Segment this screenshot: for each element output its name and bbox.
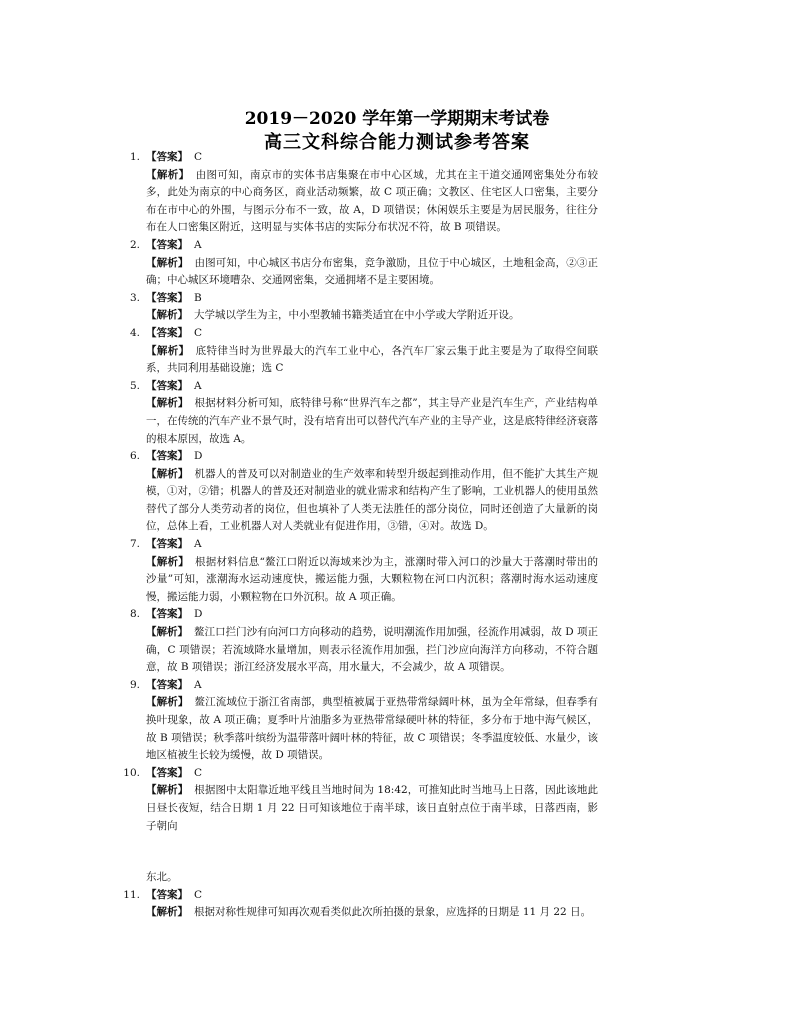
- analysis-label: 【解析】: [146, 256, 189, 269]
- answer-value: A: [194, 678, 202, 691]
- answer-value: A: [194, 379, 202, 392]
- analysis-text: 根据材料分析可知，底特律号称“世界汽车之都”，其主导产业是汽车生产，产业结构单一，在传统的汽车产业不景气时，没有培育出可以替代汽车产业的主导产业，这是底特律经济衰落的根本原因，故选 A。: [146, 397, 599, 445]
- answer-label: 【答案】: [146, 291, 188, 304]
- analysis-text: 由图可知，南京市的实体书店集聚在市中心区域，尤其在主干道交通网密集处分布较多，此处为南京的中心商务区，商业活动频繁，故 C 项正确；文教区、住宅区人口密集，主要分布在市中心的外围，与图示分布不一致，故 A，D 项错误；休闲娱乐主要是为居民服务，往往分布在人口密集区附近，这明显与实体书店的实际分布状况不符，故 B 项错误。: [146, 168, 599, 234]
- answer-label: 【答案】: [146, 379, 188, 392]
- analysis-text: 底特律当时为世界最大的汽车工业中心，各汽车厂家云集于此主要是为了取得空间联系，共同利用基础设施；选 C: [146, 344, 599, 375]
- analysis-text: 根据图中太阳靠近地平线且当地时间为 18:42，可推知此时当地马上日落，因此该地此日昼长夜短，结合日期 1 月 22 日可知该地位于南半球，该日直射点位于南半球，日落西南，影子朝向: [146, 784, 598, 832]
- answer-value: C: [194, 766, 203, 779]
- answer-value: C: [194, 151, 203, 163]
- answer-value: C: [194, 888, 203, 901]
- analysis-text: 根据对称性规律可知再次观看类似此次所拍摄的景象，应选择的日期是 11 月 22 日。: [194, 906, 592, 919]
- answer-list: [118, 149, 598, 922]
- answer-item-11: 11. 【答案】 C 【解析】 根据对称性规律可知再次观看类似此次所拍摄的景象，应选择的日期是 11 月 22 日。: [123, 888, 592, 919]
- analysis-text: 鳌江流域位于浙江省南部，典型植被属于亚热带常绿阔叶林，虽为全年常绿，但春季有换叶现象，故 A 项正确；夏季叶片油脂多为亚热带常绿硬叶林的特征，多分布于地中海气候区，故 B 项错误；秋季落叶缤纷为温带落叶阔叶林的特征，故 C 项错误；冬季温度较低、水量少，该地区植被生长较为缓慢，故 D 项错误。: [146, 696, 599, 762]
- analysis-text: 鳌江口拦门沙有向河口方向移动的趋势，说明潮流作用加强，径流作用减弱，故 D 项正确，C 项错误；若流域降水量增加，则表示径流作用加强，拦门沙应向海洋方向移动，不符合题意，故 B 项错误；浙江经济发展水平高，用水量大，不会减少，故 A 项错误。: [146, 626, 599, 674]
- answer-item-4: 4. 【答案】 C 【解析】 底特律当时为世界最大的汽车工业中心，各汽车厂家云集于此主要是为了取得空间联系，共同利用基础设施；选 C: [129, 326, 599, 375]
- answer-label: 【答案】: [146, 450, 188, 463]
- answer-value: C: [194, 326, 203, 339]
- analysis-label: 【解析】: [146, 467, 189, 480]
- analysis-text: 由图可知，中心城区书店分布密集，竞争激励，且位于中心城区，土地租金高，②③正确；中心城区环境嘈杂、交通网密集，交通拥堵不是主要困境。: [146, 256, 599, 287]
- analysis-text: 大学城以学生为主，中小型教辅书籍类适宜在中小学或大学附近开设。: [194, 309, 520, 322]
- answer-label: 【答案】: [146, 888, 188, 901]
- answer-item-8: 8. 【答案】 D 【解析】 鳌江口拦门沙有向河口方向移动的趋势，说明潮流作用加强，径流作用减弱，故 D 项正确，C 项错误；若流域降水量增加，则表示径流作用加强，拦门沙应向海洋方向移动，不符合题意，故 B 项错误；浙江经济发展水平高，用水量大，不会减少，故 A 项错误。: [129, 608, 599, 674]
- answer-item-9: 9. 【答案】 A 【解析】 鳌江流域位于浙江省南部，典型植被属于亚热带常绿阔叶林，虽为全年常绿，但春季有换叶现象，故 A 项正确；夏季叶片油脂多为亚热带常绿硬叶林的特征，多分布于地中海气候区，故 B 项错误；秋季落叶缤纷为温带落叶阔叶林的特征，故 C 项错误；冬季温度较低、水量少，该地区植被生长较为缓慢，故 D 项错误。: [129, 678, 599, 762]
- answer-item-2: 2. 【答案】 A 【解析】 由图可知，中心城区书店分布密集，竞争激励，且位于中心城区，土地租金高，②③正确；中心城区环境嘈杂、交通网密集，交通拥堵不是主要困境。: [129, 238, 599, 287]
- answer-item-10: 10. 【答案】 C 【解析】 根据图中太阳靠近地平线且当地时间为 18:42，可推知此时当地马上日落，因此该地此日昼长夜短，结合日期 1 月 22 日可知该地位于南半球，该日直射点位于南半球，日落西南，影子朝向 东北。: [118, 765, 598, 887]
- analysis-label: 【解析】: [146, 906, 188, 919]
- answer-item-6: 6. 【答案】 D 【解析】 机器人的普及可以对制造业的生产效率和转型升级起到推动作用，但不能扩大其生产规模，①对，②错；机器人的普及还对制造业的就业需求和结构产生了影响，工业机器人的使用虽然替代了部分人类劳动者的岗位，但也填补了人类无法胜任的部分岗位，同时还创造了大量新的岗位，总体上看，工业机器人对人类就业有促进作用，③错，④对。故选 D。: [129, 450, 599, 533]
- document-subtitle: 高三文科综合能力测试参考答案: [264, 132, 530, 153]
- analysis-label: 【解析】: [146, 626, 189, 639]
- answer-item-3: 3. 【答案】 B 【解析】 大学城以学生为主，中小型教辅书籍类适宜在中小学或大学附近开设。: [129, 291, 520, 322]
- answer-label: 【答案】: [146, 678, 188, 691]
- analysis-label: 【解析】: [146, 784, 189, 797]
- answer-label: 【答案】: [146, 766, 188, 779]
- analysis-label: 【解析】: [146, 397, 189, 410]
- answer-value: B: [194, 291, 202, 304]
- analysis-label: 【解析】: [146, 344, 190, 357]
- answer-label: 【答案】: [146, 608, 188, 621]
- document-title: 2019－2020 学年第一学期期末考试卷: [244, 109, 550, 129]
- answer-label: 【答案】: [146, 151, 188, 163]
- answer-item-7: 7. 【答案】 A 【解析】 根据材料信息“鳌江口附近以海域来沙为主，涨潮时带入河口的沙量大于落潮时带出的沙量”可知，涨潮海水运动速度快，搬运能力强，大颗粒物在河口内沉积；落潮时海水运动速度慢，搬运能力弱，小颗粒物在口外沉积。故 A 项正确。: [129, 538, 599, 603]
- answer-value: D: [194, 608, 203, 621]
- analysis-label: 【解析】: [146, 696, 189, 709]
- answer-item-5: 5. 【答案】 A 【解析】 根据材料分析可知，底特律号称“世界汽车之都”，其主导产业是汽车生产，产业结构单一，在传统的汽车产业不景气时，没有培育出可以替代汽车产业的主导产业，这是底特律经济衰落的根本原因，故选 A。: [129, 379, 599, 445]
- analysis-text: 机器人的普及可以对制造业的生产效率和转型升级起到推动作用，但不能扩大其生产规模，①对，②错；机器人的普及还对制造业的就业需求和结构产生了影响，工业机器人的使用虽然替代了部分人类劳动者的岗位，但也填补了人类无法胜任的部分岗位，同时还创造了大量新的岗位，总体上看，工业机器人对人类就业有促进作用，③错，④对。故选 D。: [146, 467, 599, 533]
- analysis-text-continued: 东北。: [146, 871, 178, 884]
- answer-value: D: [194, 450, 203, 463]
- analysis-text: 根据材料信息“鳌江口附近以海域来沙为主，涨潮时带入河口的沙量大于落潮时带出的沙量”可知，涨潮海水运动速度快，搬运能力强，大颗粒物在河口内沉积；落潮时海水运动速度慢，搬运能力弱，小颗粒物在口外沉积。故 A 项正确。: [146, 555, 599, 603]
- page-gap: [118, 835, 598, 869]
- answer-item-1: 1. 【答案】 C 【解析】 由图可知，南京市的实体书店集聚在市中心区域，尤其在主干道交通网密集处分布较多，此处为南京的中心商务区，商业活动频繁，故 C 项正确；文教区、住宅区人口密集，主要分布在市中心的外围，与图示分布不一致，故 A，D 项错误；休闲娱乐主要是为居民服务，往往分布在人口密集区附近，这明显与实体书店的实际分布状况不符，故 B 项错误。: [129, 151, 599, 234]
- answer-label: 【答案】: [146, 538, 188, 551]
- analysis-label: 【解析】: [146, 555, 189, 568]
- analysis-label: 【解析】: [146, 309, 188, 322]
- analysis-label: 【解析】: [146, 168, 190, 181]
- answer-value: A: [194, 238, 202, 251]
- answer-value: A: [194, 538, 202, 551]
- answer-label: 【答案】: [146, 238, 188, 251]
- answer-label: 【答案】: [146, 326, 188, 339]
